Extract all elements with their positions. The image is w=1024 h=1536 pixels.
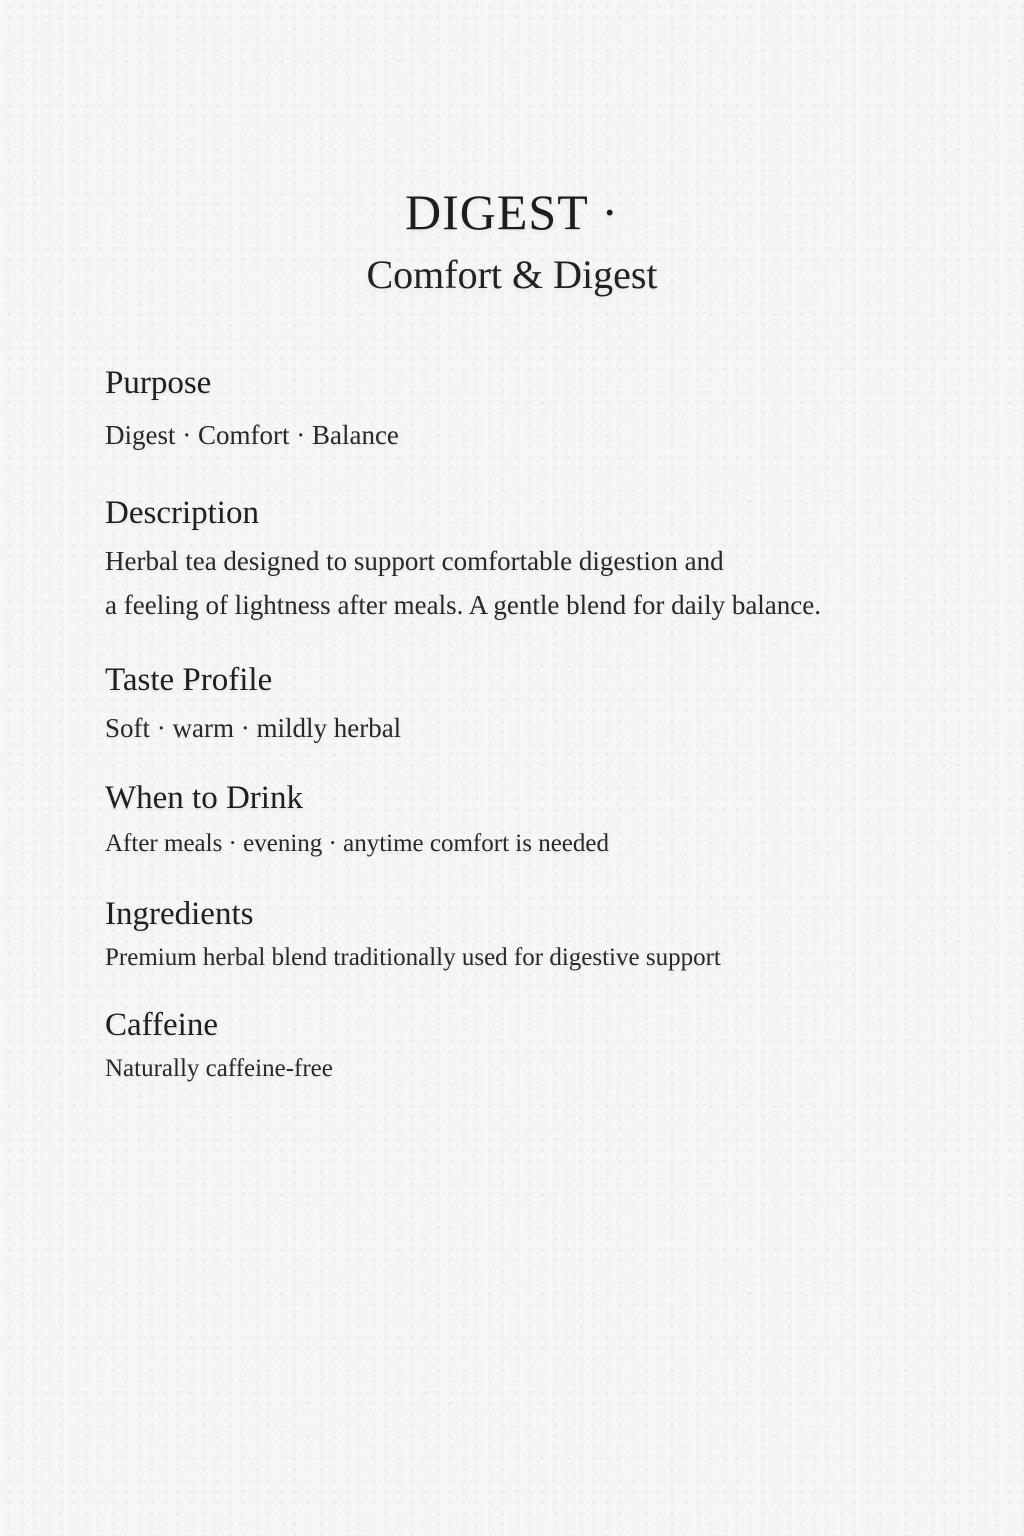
caffeine-heading: Caffeine [105,1007,219,1043]
ingredients-text: Premium herbal blend traditionally used for digestive support [105,944,721,971]
description-line-2: a feeling of lightness after meals. A gentle blend for daily balance. [105,590,822,620]
section-ingredients [105,894,985,980]
section-description [105,493,985,627]
purpose-text: Digest · Comfort · Balance [105,420,399,450]
product-subtitle: Comfort & Digest [366,252,658,297]
taste-profile-text: Soft · warm · mildly herbal [105,713,402,743]
section-purpose [105,363,985,457]
description-heading: Description [105,495,259,531]
when-to-drink-heading: When to Drink [105,780,303,816]
caffeine-text: Naturally caffeine-free [105,1055,333,1082]
brand-title: DIGEST · [404,184,619,240]
taste-profile-heading: Taste Profile [105,662,273,698]
when-to-drink-text: After meals · evening · anytime comfort is needed [105,830,609,857]
description-line-1: Herbal tea designed to support comfortable digestion and [105,546,724,576]
section-when-to-drink [105,778,985,866]
purpose-heading: Purpose [105,365,212,401]
section-taste-profile [105,660,985,750]
ingredients-heading: Ingredients [105,896,254,932]
section-caffeine [105,1005,985,1091]
